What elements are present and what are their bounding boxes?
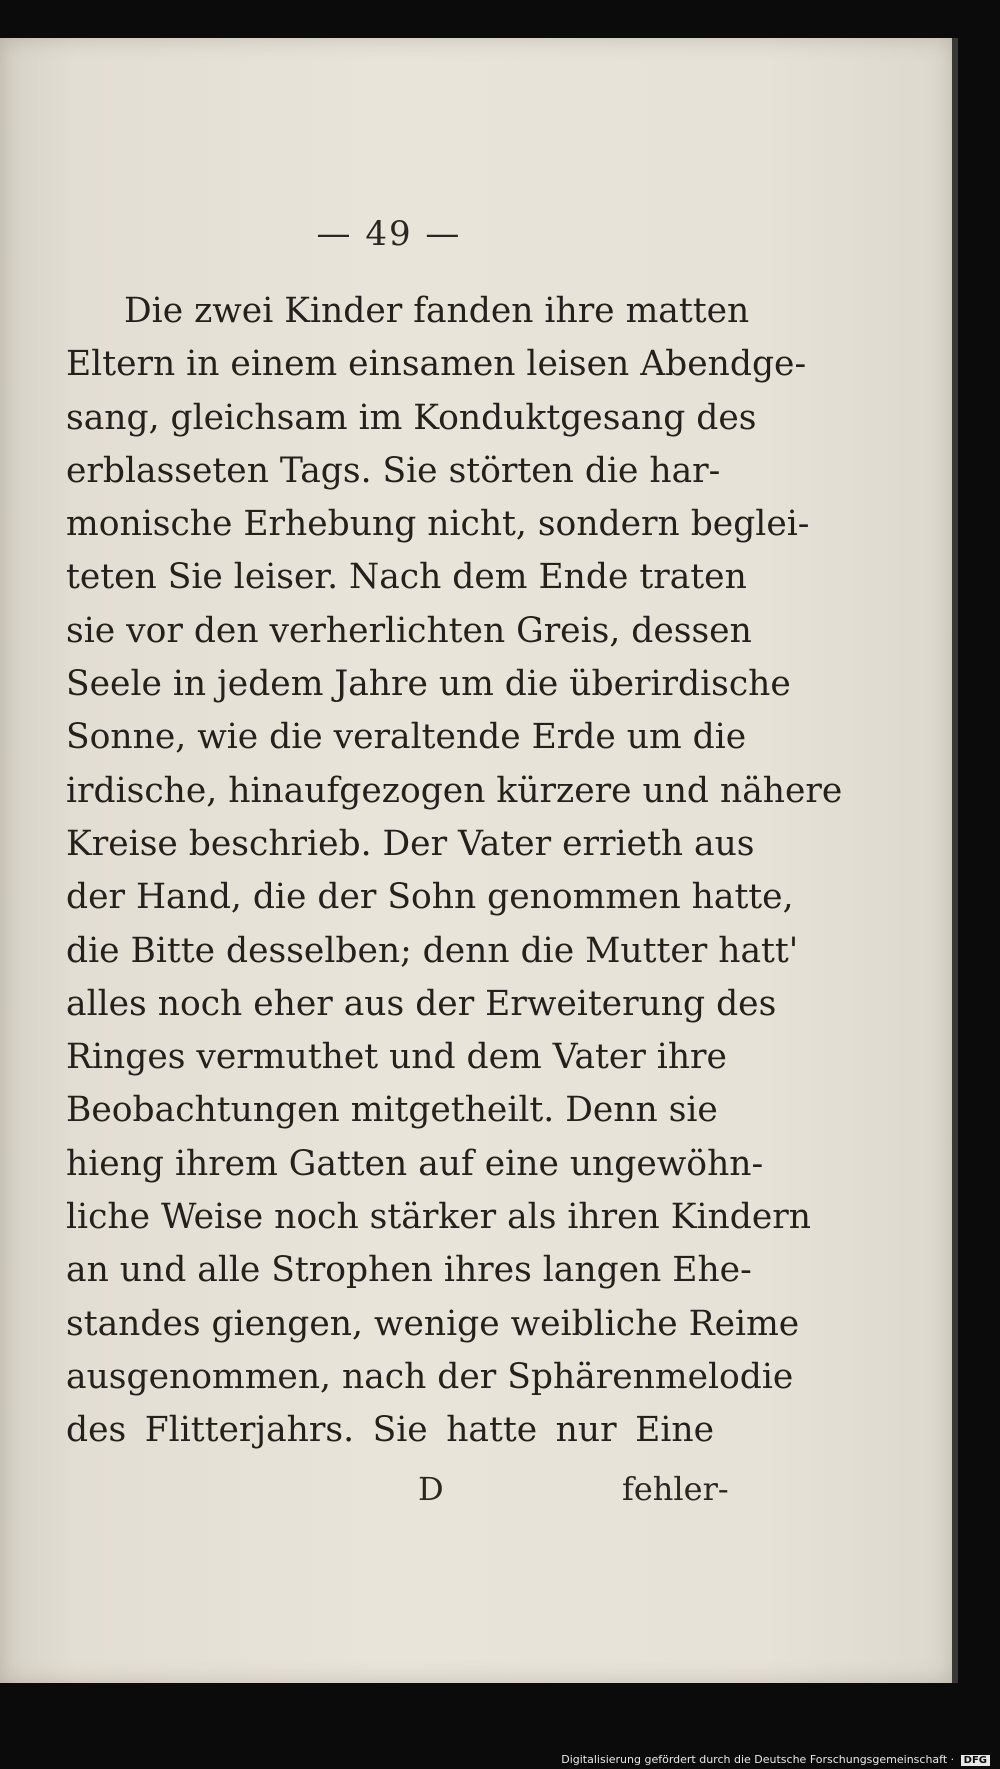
text-line: sang, gleichsam im Konduktgesang des [66, 397, 757, 438]
text-line: alles noch eher aus der Erweiterung des [66, 983, 777, 1024]
text-line: Seele in jedem Jahre um die überirdische [66, 664, 791, 705]
text-line: die Bitte desselben; denn die Mutter hatt' [66, 930, 799, 971]
text-line: an und alle Strophen ihres langen Ehe- [66, 1250, 752, 1291]
body-text [66, 285, 843, 1458]
digitization-credit [561, 1753, 990, 1766]
page-edge [952, 38, 958, 1683]
text-line: hieng ihrem Gatten auf eine ungewöhn- [66, 1143, 764, 1184]
text-line: Beobachtungen mitgetheilt. Denn sie [66, 1090, 718, 1131]
credit-text: Digitalisierung gefördert durch die Deutsche Forschungsgemeinschaft · [561, 1753, 955, 1766]
text-line: teten Sie leiser. Nach dem Ende traten [66, 557, 747, 598]
text-line: Sonne, wie die veraltende Erde um die [66, 717, 747, 758]
text-line: Eltern in einem einsamen leisen Abendge- [66, 344, 807, 385]
text-line: liche Weise noch stärker als ihren Kindern [66, 1197, 811, 1238]
text-line: erblasseten Tags. Sie störten die har- [66, 450, 721, 491]
page-number-header: — 49 — [316, 214, 462, 254]
text-line: monische Erhebung nicht, sondern beglei- [66, 504, 810, 545]
text-line: Kreise beschrieb. Der Vater errieth aus [66, 823, 755, 864]
text-line: standes giengen, wenige weibliche Reime [66, 1303, 800, 1344]
text-line: des Flitterjahrs. Sie hatte nur Eine [66, 1410, 714, 1451]
text-line: irdische, hinaufgezogen kürzere und nähere [66, 770, 843, 811]
text-line: Die zwei Kinder fanden ihre matten [124, 291, 750, 331]
text-line: Ringes vermuthet und dem Vater ihre [66, 1037, 727, 1078]
catchword: fehler- [622, 1470, 729, 1508]
signature-mark: D [418, 1470, 444, 1508]
text-line: sie vor den verherlichten Greis, dessen [66, 610, 752, 651]
text-line: der Hand, die der Sohn genommen hatte, [66, 877, 794, 918]
dfg-logo: DFG [961, 1755, 990, 1766]
text-line: ausgenommen, nach der Sphärenmelodie [66, 1356, 794, 1397]
